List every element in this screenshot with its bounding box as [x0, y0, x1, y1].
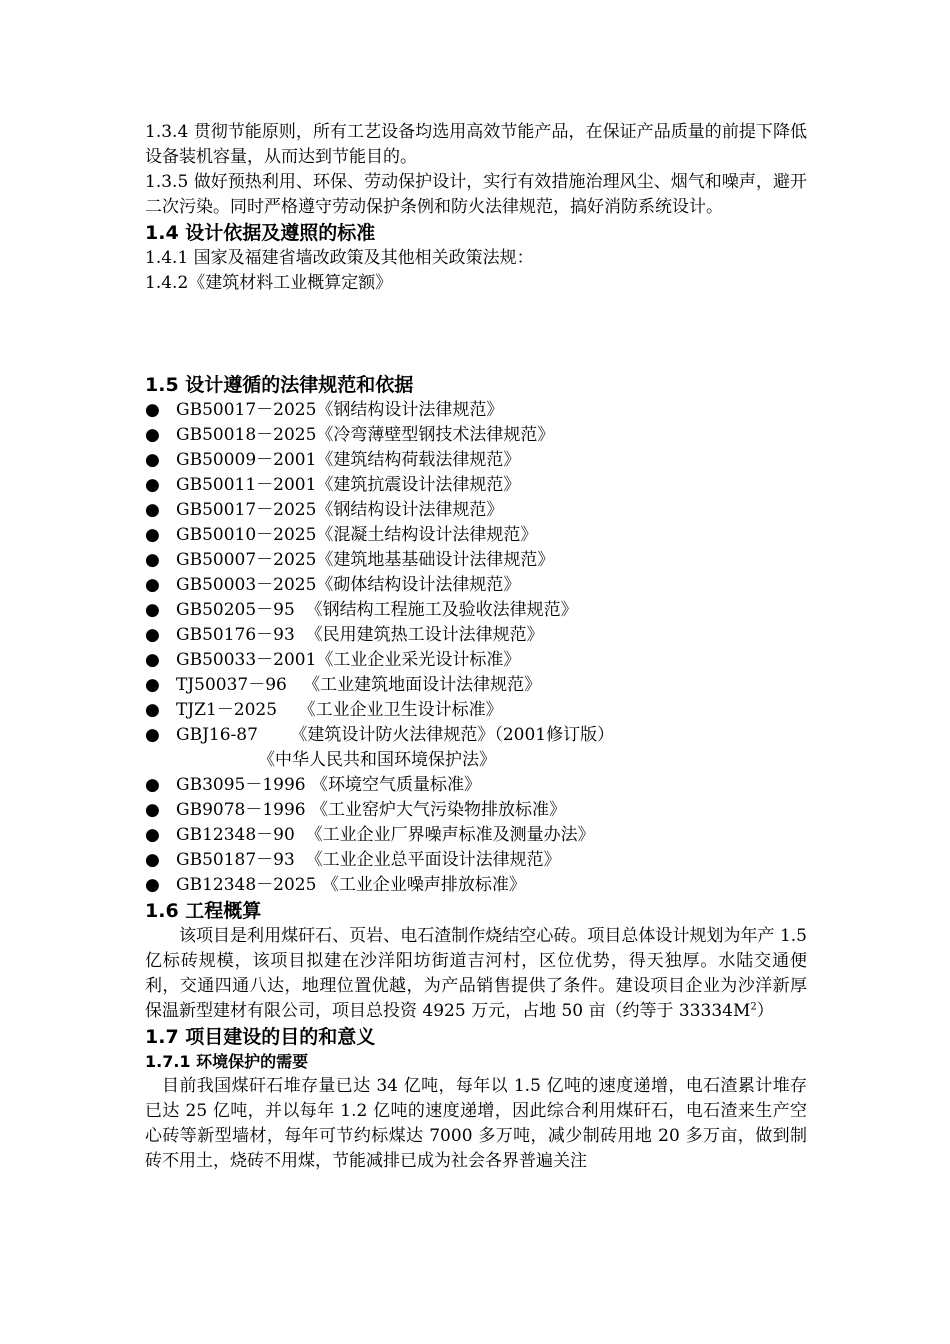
standard-text: GB50018－2025《冷弯薄壁型钢技术法律规范》: [176, 425, 555, 445]
standard-text: GB3095－1996 《环境空气质量标准》: [176, 775, 482, 795]
standard-text: GB50007－2025《建筑地基基础设计法律规范》: [176, 550, 555, 570]
bullet-icon: ●: [145, 450, 160, 470]
standard-item: [145, 498, 807, 523]
heading-1-7-1: 1.7.1 环境保护的需要: [145, 1052, 309, 1071]
standard-text: GB12348－90 《工业企业厂界噪声标准及测量办法》: [176, 825, 595, 845]
standard-text: GB50017－2025《钢结构设计法律规范》: [176, 500, 504, 520]
heading-1-6: 1.6 工程概算: [145, 900, 262, 922]
bullet-icon: ●: [145, 775, 160, 795]
standard-text: GB50017－2025《钢结构设计法律规范》: [176, 400, 504, 420]
standard-item: [145, 723, 807, 748]
standard-text: GB12348－2025 《工业企业噪声排放标准》: [176, 875, 526, 895]
item-1-4-2: 1.4.2《建筑材料工业概算定额》: [145, 273, 393, 293]
standard-text: GB50010－2025《混凝土结构设计法律规范》: [176, 525, 538, 545]
bullet-icon: ●: [145, 575, 160, 595]
standard-text: GB50009－2001《建筑结构荷载法律规范》: [176, 450, 521, 470]
heading-1-7: 1.7 项目建设的目的和意义: [145, 1026, 376, 1048]
item-1-3-5: 1.3.5 做好预热利用、环保、劳动保护设计，实行有效措施治理风尘、烟气和噪声，避开二次污染。同时严格遵守劳动保护条例和防火法律规范，搞好消防系统设计。: [145, 172, 807, 217]
standard-item: [145, 773, 807, 798]
standard-text: GB50003－2025《砌体结构设计法律规范》: [176, 575, 521, 595]
standard-text: GB50205－95 《钢结构工程施工及验收法律规范》: [176, 600, 578, 620]
heading-1-5: 1.5 设计遵循的法律规范和依据: [145, 374, 414, 396]
standard-text: TJZ1－2025 《工业企业卫生设计标准》: [176, 700, 503, 720]
standards-list-2: [145, 773, 807, 898]
bullet-icon: ●: [145, 525, 160, 545]
environment-paragraph: 目前我国煤矸石堆存量已达 34 亿吨，每年以 1.5 亿吨的速度递增，电石渣累计堆存已达 25 亿吨，并以每年 1.2 亿吨的速度递增，因此综合利用煤矸石，电石渣来生产空心砖等新型墙材，每年可节约标煤达 7000 多万吨，减少制砖用地 20 多万亩，做到制砖不用土，烧砖不用煤，节能减排已成为社会各界普遍关注: [145, 1076, 807, 1171]
standard-item: [145, 398, 807, 423]
heading-1-4: 1.4 设计依据及遵照的标准: [145, 222, 376, 244]
standard-item: [145, 823, 807, 848]
standard-item: [145, 598, 807, 623]
bullet-icon: ●: [145, 825, 160, 845]
document-page: [145, 120, 807, 1174]
standard-text: GB9078－1996 《工业窑炉大气污染物排放标准》: [176, 800, 567, 820]
bullet-icon: ●: [145, 550, 160, 570]
bullet-icon: ●: [145, 625, 160, 645]
standard-item: [145, 548, 807, 573]
bullet-icon: ●: [145, 500, 160, 520]
standard-item: [145, 673, 807, 698]
standard-item: [145, 423, 807, 448]
bullet-icon: ●: [145, 850, 160, 870]
bullet-icon: ●: [145, 875, 160, 895]
bullet-icon: ●: [145, 675, 160, 695]
bullet-icon: ●: [145, 400, 160, 420]
item-1-4-1: 1.4.1 国家及福建省墙改政策及其他相关政策法规：: [145, 248, 534, 268]
standards-sub-line: 《中华人民共和国环境保护法》: [258, 750, 496, 770]
standard-text: TJ50037－96 《工业建筑地面设计法律规范》: [176, 675, 542, 695]
standard-item: [145, 573, 807, 598]
blank-gap: [145, 296, 807, 372]
standard-item: [145, 523, 807, 548]
standard-text: GB50187－93 《工业企业总平面设计法律规范》: [176, 850, 561, 870]
standard-item: [145, 448, 807, 473]
overview-text-end: ）: [756, 1001, 774, 1021]
standard-item: [145, 648, 807, 673]
bullet-icon: ●: [145, 600, 160, 620]
bullet-icon: ●: [145, 725, 160, 745]
bullet-icon: ●: [145, 800, 160, 820]
standard-text: GB50033－2001《工业企业采光设计标准》: [176, 650, 521, 670]
item-1-3-4: 1.3.4 贯彻节能原则，所有工艺设备均选用高效节能产品，在保证产品质量的前提下降低设备装机容量，从而达到节能目的。: [145, 122, 807, 167]
standard-text: GB50176－93 《民用建筑热工设计法律规范》: [176, 625, 544, 645]
bullet-icon: ●: [145, 425, 160, 445]
standard-item: [145, 798, 807, 823]
standard-item: [145, 698, 807, 723]
bullet-icon: ●: [145, 700, 160, 720]
standard-text: GBJ16-87 《建筑设计防火法律规范》（2001修订版）: [176, 725, 615, 745]
standard-item: [145, 473, 807, 498]
standard-item: [145, 848, 807, 873]
standard-item: [145, 873, 807, 898]
overview-sup: 2: [750, 1001, 757, 1013]
bullet-icon: ●: [145, 475, 160, 495]
standards-list: [145, 398, 807, 748]
standard-text: GB50011－2001《建筑抗震设计法律规范》: [176, 475, 521, 495]
project-overview-paragraph: [145, 924, 807, 1024]
overview-text: 该项目是利用煤矸石、页岩、电石渣制作烧结空心砖。项目总体设计规划为年产 1.5 亿标砖规模，该项目拟建在沙洋阳坊街道吉河村，区位优势，得天独厚。水陆交通便利，交通四通八达，地理位置优越，为产品销售提供了条件。建设项目企业为沙洋新厚保温新型建材有限公司，项目总投资 4925 万元，占地 50 亩（约等于 33334M: [145, 926, 807, 1021]
standard-item: [145, 623, 807, 648]
bullet-icon: ●: [145, 650, 160, 670]
